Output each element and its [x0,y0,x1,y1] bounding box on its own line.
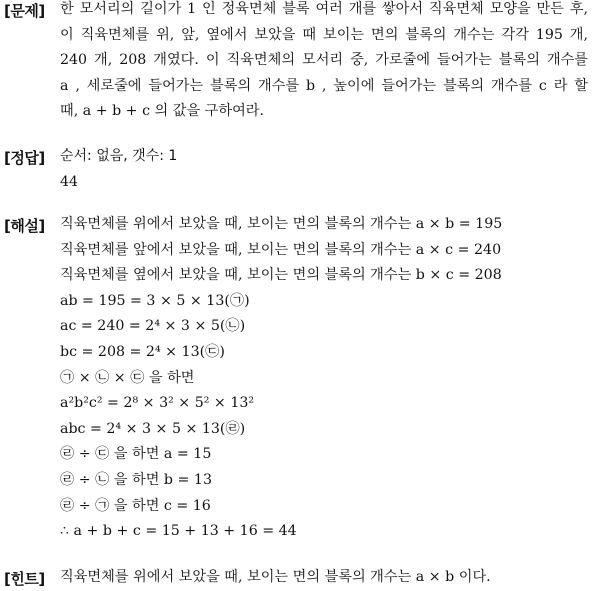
problem-line: 때, a + b + c 의 값을 구하여라. [60,103,265,120]
solution-line: 직육면체를 옆에서 보았을 때, 보이는 면의 블록의 개수는 b × c = 208 [60,267,502,284]
answer-tag: [정답] [4,149,45,167]
solution-line: a²b²c² = 2⁸ × 3² × 5² × 13² [60,395,255,412]
hint-tag: [힌트] [4,570,45,588]
problem-tag: [문제] [4,2,45,20]
solution-line: bc = 208 = 2⁴ × 13(㉢) [60,343,225,360]
solution-line: ab = 195 = 3 × 5 × 13(㉠) [60,292,250,309]
problem-line: a , 세로줄에 들어가는 블록의 개수를 b , 높이에 들어가는 블록의 개수를 c 라 할 [60,77,588,94]
solution-line: abc = 2⁴ × 3 × 5 × 13(㉣) [60,420,246,437]
solution-line: 직육면체를 앞에서 보았을 때, 보이는 면의 블록의 개수는 a × c = 240 [60,241,502,258]
solution-tag: [해설] [4,217,45,235]
solution-line: ㉣ ÷ ㉢ 을 하면 a = 15 [60,446,212,463]
solution-line: ∴ a + b + c = 15 + 13 + 16 = 44 [60,523,297,540]
solution-line: 직육면체를 위에서 보았을 때, 보이는 면의 블록의 개수는 a × b = 195 [60,216,503,232]
problem-line: 이 직육면체를 위, 앞, 옆에서 보았을 때 보이는 면의 블록의 개수는 각각 195 개, [60,26,588,43]
answer-value: 44 [60,173,79,190]
solution-line: ㉣ ÷ ㉡ 을 하면 b = 13 [60,471,212,488]
solution-line: ㉣ ÷ ㉠ 을 하면 c = 16 [60,497,211,514]
solution-body [60,212,588,545]
problem-line: 한 모서리의 길이가 1 인 정육면체 블록 여러 개를 쌓아서 직육면체 모양을 만든 후, [60,1,588,17]
problem-line: 240 개, 208 개였다. 이 직육면체의 모서리 중, 가로줄에 들어가는 블록의 개수를 [60,52,588,69]
solution-line: ac = 240 = 2⁴ × 3 × 5(㉡) [60,318,246,335]
hint-body [60,565,588,591]
solution-line: ㉠ × ㉡ × ㉢ 을 하면 [60,369,195,386]
hint-text: 직육면체를 위에서 보았을 때, 보이는 면의 블록의 개수는 a × b 이다. [60,569,491,585]
answer-body [60,144,588,195]
problem-body [60,0,588,125]
answer-meta: 순서: 없음, 갯수: 1 [60,148,178,164]
